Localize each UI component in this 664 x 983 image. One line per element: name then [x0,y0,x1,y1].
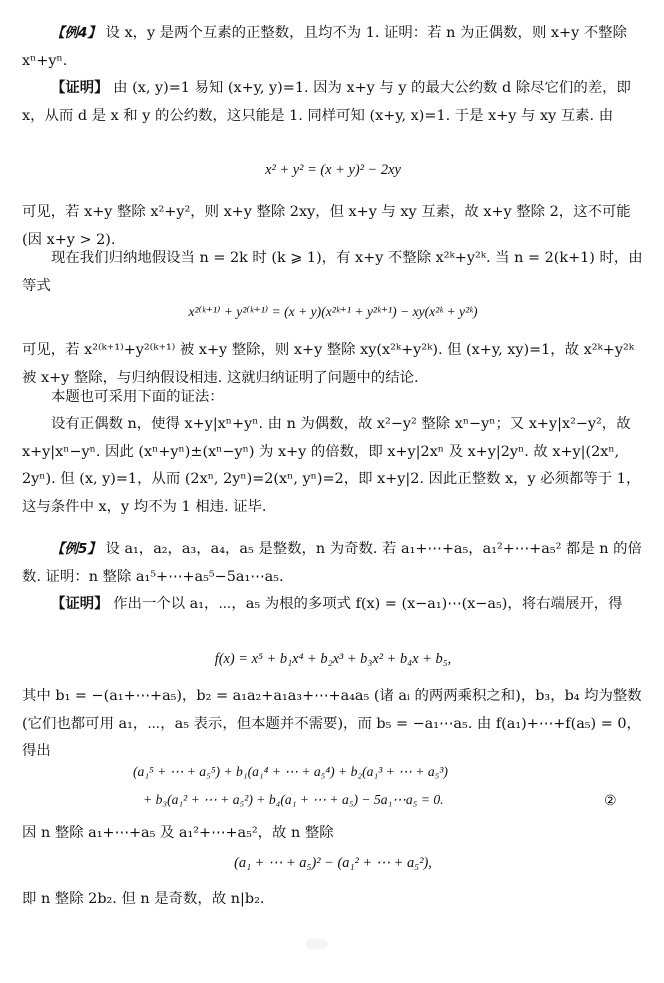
proof-5-paragraph-1 [22,591,644,619]
proof-4-paragraph-2: 可见，若 x+y 整除 x²+y²，则 x+y 整除 2xy，但 x+y 与 xy 互素，故 x+y 整除 2，这不可能 (因 x+y > 2). [22,204,631,248]
proof-4-label: 【证明】 [51,80,109,96]
proof-4-paragraph-1 [22,75,644,130]
equation-number-2: ② [604,793,617,809]
proof-4-paragraph-4: 可见，若 x²⁽ᵏ⁺¹⁾+y²⁽ᵏ⁺¹⁾ 被 x+y 整除，则 x+y 整除 xy(x²ᵏ+y²ᵏ). 但 (x+y, xy)=1，故 x²ᵏ+y²ᵏ 被 x+y 整除，与归纳假设相违. 这就归纳证明了问题中的结论. [22,342,634,386]
equation-2-line-2: + b₃(a₁² + ⋯ + a₅²) + b₄(a₁ + ⋯ + a₅) − 5a₁⋯a₅ = 0. [143,792,444,807]
proof-4-alternative-proof: 设有正偶数 n，使得 x+y|xⁿ+yⁿ. 由 n 为偶数，故 x²−y² 整除 xⁿ−yⁿ；又 x+y|x²−y²，故 x+y|xⁿ−yⁿ. 因此 (xⁿ+yⁿ)±(xⁿ−yⁿ) 为 x+y 的倍数，即 x+y|2xⁿ 及 x+y|2yⁿ. 故 x+y|(2xⁿ, 2yⁿ). 但 (x, y)=1，从而 (2xⁿ, 2yⁿ)=2(xⁿ, yⁿ)=2，即 x+y|2. 因此正整数 x，y 必须都等于 1，这与条件中 x，y 均不为 1 相违. 证毕. [22,416,641,515]
proof-4-text-1: 由 (x, y)=1 易知 (x+y, y)=1. 因为 x+y 与 y 的最大公约数 d 除尽它们的差，即 x，从而 d 是 x 和 y 的公约数，这只能是 1. 同样可知 (x+y, x)=1. 于是 x+y 与 xy 互素. 由 [22,80,631,124]
proof-5-paragraph-4: 即 n 整除 2b₂. 但 n 是奇数，故 n|b₂. [22,891,265,907]
equation-induction-identity: x²⁽ᵏ⁺¹⁾ + y²⁽ᵏ⁺¹⁾ = (x + y)(x²ᵏ⁺¹ + y²ᵏ⁺¹) − xy(x²ᵏ + y²ᵏ) [188,304,478,319]
proof-4-paragraph-5: 本题也可采用下面的证法： [51,389,224,405]
example-5-statement: 设 a₁，a₂，a₃，a₄，a₅ 是整数，n 为奇数. 若 a₁+⋯+a₅，a₁²+⋯+a₅² 都是 n 的倍数. 证明：n 整除 a₁⁵+⋯+a₅⁵−5a₁⋯a₅. [22,541,642,585]
proof-5-text-1: 作出一个以 a₁，⋯，a₅ 为根的多项式 f(x) = (x−a₁)⋯(x−a₅)，将右端展开，得 [113,596,623,612]
equation-2-line-1: (a₁⁵ + ⋯ + a₅⁵) + b₁(a₁⁴ + ⋯ + a₅⁴) + b₂(a₁³ + ⋯ + a₅³) [133,764,448,779]
example-4 [22,20,644,75]
example-4-label: 【例4】 [51,25,101,41]
proof-5-label: 【证明】 [51,596,109,612]
proof-5-paragraph-3: 因 n 整除 a₁+⋯+a₅ 及 a₁²+⋯+a₅²，故 n 整除 [22,825,334,841]
example-5 [22,536,644,591]
proof-5-paragraph-2: 其中 b₁ = −(a₁+⋯+a₅)，b₂ = a₁a₂+a₁a₃+⋯+a₄a₅ (诸 aᵢ 的两两乘积之和)，b₃，b₄ 均为整数(它们也都可用 a₁，⋯，a₅ 表示，但本题并不需要)，而 b₅ = −a₁⋯a₅. 由 f(a₁)+⋯+f(a₅) = 0，得出 [22,688,642,759]
equation-divisibility-difference: (a₁ + ⋯ + a₅)² − (a₁² + ⋯ + a₅²), [234,855,432,871]
proof-4-paragraph-3: 现在我们归纳地假设当 n = 2k 时 (k ⩾ 1)，有 x+y 不整除 x²ᵏ+y²ᵏ. 当 n = 2(k+1) 时，由等式 [22,250,643,294]
scan-smudge [306,939,328,949]
example-5-label: 【例5】 [51,541,101,557]
equation-x2-plus-y2: x² + y² = (x + y)² − 2xy [265,162,401,178]
example-4-statement: 设 x，y 是两个互素的正整数，且均不为 1. 证明：若 n 为正偶数，则 x+y 不整除 xⁿ+yⁿ. [22,25,627,69]
equation-polynomial-expansion: f(x) = x⁵ + b₁x⁴ + b₂x³ + b₃x² + b₄x + b₅, [214,651,452,667]
